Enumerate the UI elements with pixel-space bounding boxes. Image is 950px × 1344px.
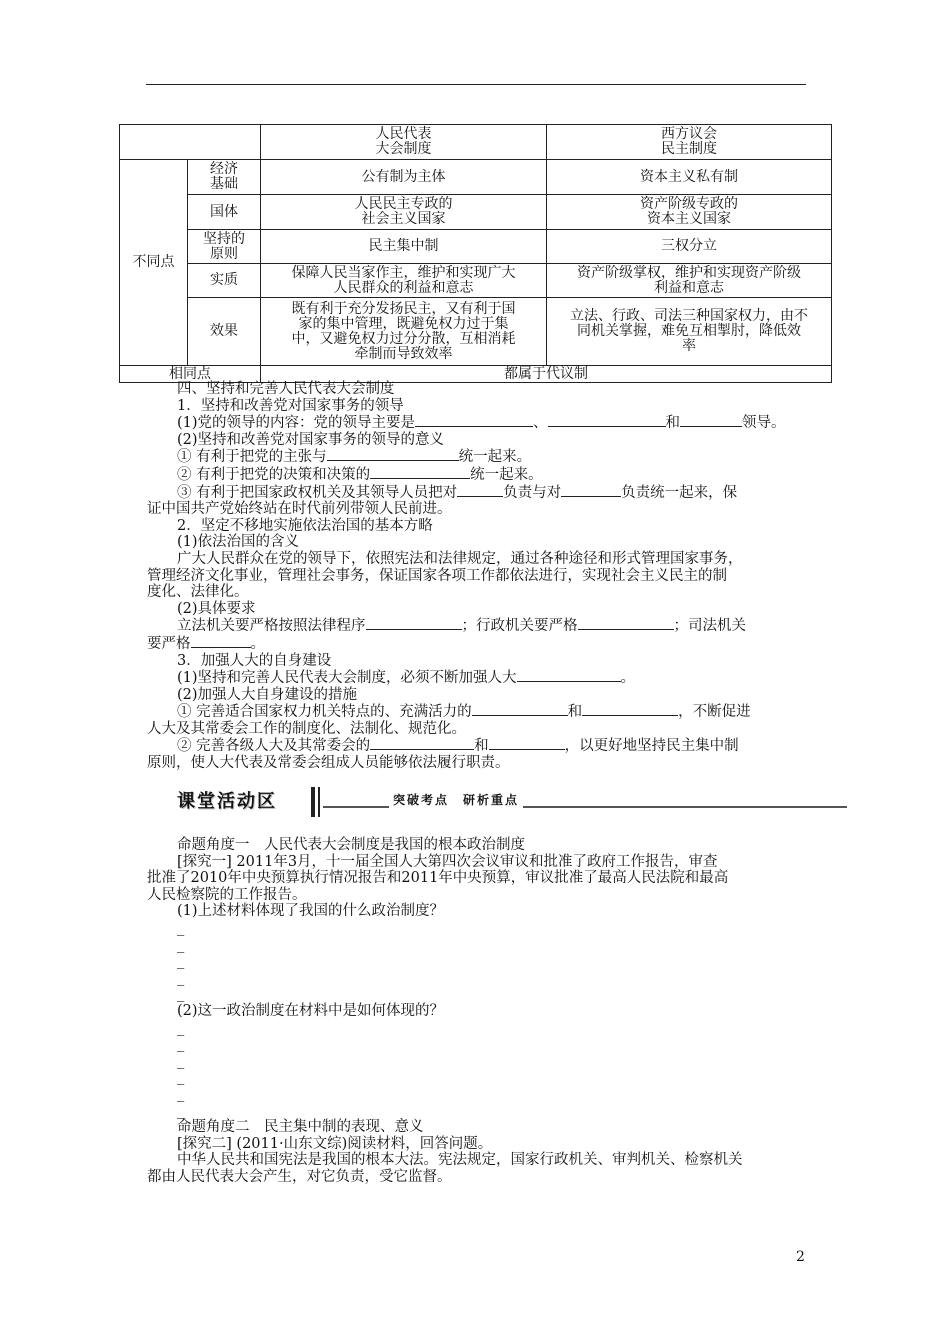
table-cell: 三权分立 (547, 230, 832, 264)
subsection-heading: (2)加强人大自身建设的措施 (177, 686, 358, 703)
answer-line[interactable]: _ (177, 1069, 185, 1086)
answer-blank[interactable] (548, 414, 666, 427)
fill-line: ② 有利于把党的决策和决策的 统一起来。 (177, 466, 543, 483)
text-line: 人大及其常委会工作的制度化、法制化、规范化。 (147, 720, 466, 737)
answer-blank[interactable] (517, 669, 621, 682)
banner-subtitle: 突破考点 研析重点 (389, 791, 523, 808)
fill-line: ③ 有利于把国家政权机关及其领导人员把对 负责与对 负责统一起来，保 (177, 484, 738, 501)
answer-line[interactable]: _ (177, 953, 185, 970)
fill-line: ① 完善适合国家权力机关特点的、充满活力的 和 ，不断促进 (177, 704, 751, 721)
text-line: 度化、法律化。 (147, 584, 249, 601)
fill-line: 立法机关要严格按照法律程序 ；行政机关要严格 ；司法机关 (177, 618, 746, 635)
answer-blank[interactable] (561, 484, 621, 497)
answer-line[interactable]: _ (177, 1036, 185, 1053)
fill-line: (1)坚持和完善人民代表大会制度，必须不断加强人大 。 (177, 670, 636, 687)
text-line: 批准了2010年中央预算执行情况报告和2011年中央预算，审议批准了最高人民法院和最高 (147, 870, 729, 887)
classroom-activity-banner (177, 785, 847, 819)
table-cell: 立法、行政、司法三种国家权力，由不 同机关掌握，难免互相掣肘，降低效 率 (547, 298, 832, 366)
subsection-heading: 1．坚持和改善党对国家事务的领导 (177, 397, 404, 414)
answer-blank[interactable] (370, 737, 474, 750)
table-cell: 公有制为主体 (261, 160, 547, 195)
text-line: 中华人民共和国宪法是我国的根本大法。宪法规定，国家行政机关、审判机关、检察机关 (177, 1152, 743, 1169)
subsection-heading: (2)坚持和改善党对国家事务的领导的意义 (177, 431, 445, 448)
table-header-npc: 人民代表 大会制度 (261, 125, 547, 160)
answer-line[interactable]: _ (177, 986, 185, 1003)
table-group-label: 不同点 (120, 160, 188, 366)
fill-line: ① 有利于把党的主张与 统一起来。 (177, 449, 532, 466)
answer-line[interactable]: _ (177, 969, 185, 986)
fill-line: ② 完善各级人大及其常委会的 和 ，以更好地坚持民主集中制 (177, 738, 739, 755)
banner-divider (311, 787, 315, 817)
table-cell: 既有利于充分发扬民主，又有利于国 家的集中管理，既避免权力过于集 中，又避免权力过分分散，互相消耗 牵制而导致效率 (261, 298, 547, 366)
answer-blank[interactable] (366, 617, 462, 630)
answer-blank[interactable] (680, 414, 742, 427)
row-label: 国体 (188, 195, 261, 230)
row-label: 效果 (188, 298, 261, 366)
table-cell: 民主集中制 (261, 230, 547, 264)
table-cell: 资产阶级掌权，维护和实现资产阶级 利益和意志 (547, 264, 832, 298)
page-number: 2 (796, 1249, 805, 1265)
answer-blank[interactable] (582, 703, 678, 716)
text-line: 管理经济文化事业，管理社会事务，保证国家各项工作都依法进行，实现社会主义民主的制 (147, 567, 727, 584)
text-line: 证中国共产党始终站在时代前列带领人民前进。 (147, 501, 452, 518)
banner-divider (318, 787, 320, 817)
subsection-heading: (2)具体要求 (177, 600, 256, 617)
question: (2)这一政治制度在材料中是如何体现的？ (177, 1002, 445, 1019)
answer-blank[interactable] (327, 448, 459, 461)
text-line: [探究一] 2011年3月，十一届全国人大第四次会议审议和批准了政府工作报告，审查 (177, 853, 718, 870)
answer-line[interactable]: _ (177, 1085, 185, 1102)
banner-title: 课堂活动区 (177, 791, 277, 812)
text-line: 都由人民代表大会产生，对它负责，受它监督。 (147, 1168, 452, 1185)
answer-blank[interactable] (472, 703, 568, 716)
subsection-heading: 3．加强人大的自身建设 (177, 652, 332, 669)
table-corner-cell (120, 125, 261, 160)
subsection-heading: 2．坚定不移地实施依法治国的基本方略 (177, 517, 433, 534)
text-line: 原则，使人大代表及常委会组成人员能够依法履行职责。 (147, 755, 510, 772)
subsection-heading: (1)依法治国的含义 (177, 534, 300, 551)
fill-line: 要严格 。 (147, 635, 265, 652)
same-label: 相同点 (120, 366, 261, 383)
answer-line[interactable]: _ (177, 1052, 185, 1069)
question: (1)上述材料体现了我国的什么政治制度？ (177, 903, 445, 920)
answer-line[interactable]: _ (177, 1102, 185, 1119)
answer-blank[interactable] (489, 737, 565, 750)
activity-section (147, 837, 812, 1185)
answer-blank[interactable] (415, 414, 533, 427)
text-line: 广大人民群众在党的领导下，依照宪法和法律规定，通过各种途径和形式管理国家事务， (177, 550, 743, 567)
header-rule (146, 84, 806, 85)
text-line: 人民检察院的工作报告。 (147, 886, 307, 903)
table-cell: 资本主义私有制 (547, 160, 832, 195)
table-header-western: 西方议会 民主制度 (547, 125, 832, 160)
answer-line[interactable]: _ (177, 1019, 185, 1036)
answer-line[interactable]: _ (177, 936, 185, 953)
angle-heading: 命题角度二 民主集中制的表现、意义 (177, 1119, 424, 1136)
answer-blank[interactable] (578, 617, 674, 630)
comparison-table (119, 124, 832, 383)
table-cell: 资产阶级专政的 资本主义国家 (547, 195, 832, 230)
row-label: 坚持的 原则 (188, 230, 261, 264)
same-value: 都属于代议制 (261, 366, 832, 383)
answer-blank[interactable] (457, 484, 503, 497)
table-cell: 保障人民当家作主，维护和实现广大 人民群众的利益和意志 (261, 264, 547, 298)
section-four (147, 381, 812, 772)
answer-blank[interactable] (191, 635, 251, 648)
section-title: 四、坚持和完善人民代表大会制度 (177, 381, 395, 397)
row-label: 经济 基础 (188, 160, 261, 195)
angle-heading: 命题角度一 人民代表大会制度是我国的根本政治制度 (177, 837, 525, 853)
answer-blank[interactable] (370, 466, 470, 479)
answer-line[interactable]: _ (177, 919, 185, 936)
row-label: 实质 (188, 264, 261, 298)
fill-line: (1)党的领导的内容：党的领导主要是 、 和 领导。 (177, 415, 786, 432)
text-line: [探究二] (2011·山东文综)阅读材料，回答问题。 (177, 1135, 493, 1152)
table-cell: 人民民主专政的 社会主义国家 (261, 195, 547, 230)
